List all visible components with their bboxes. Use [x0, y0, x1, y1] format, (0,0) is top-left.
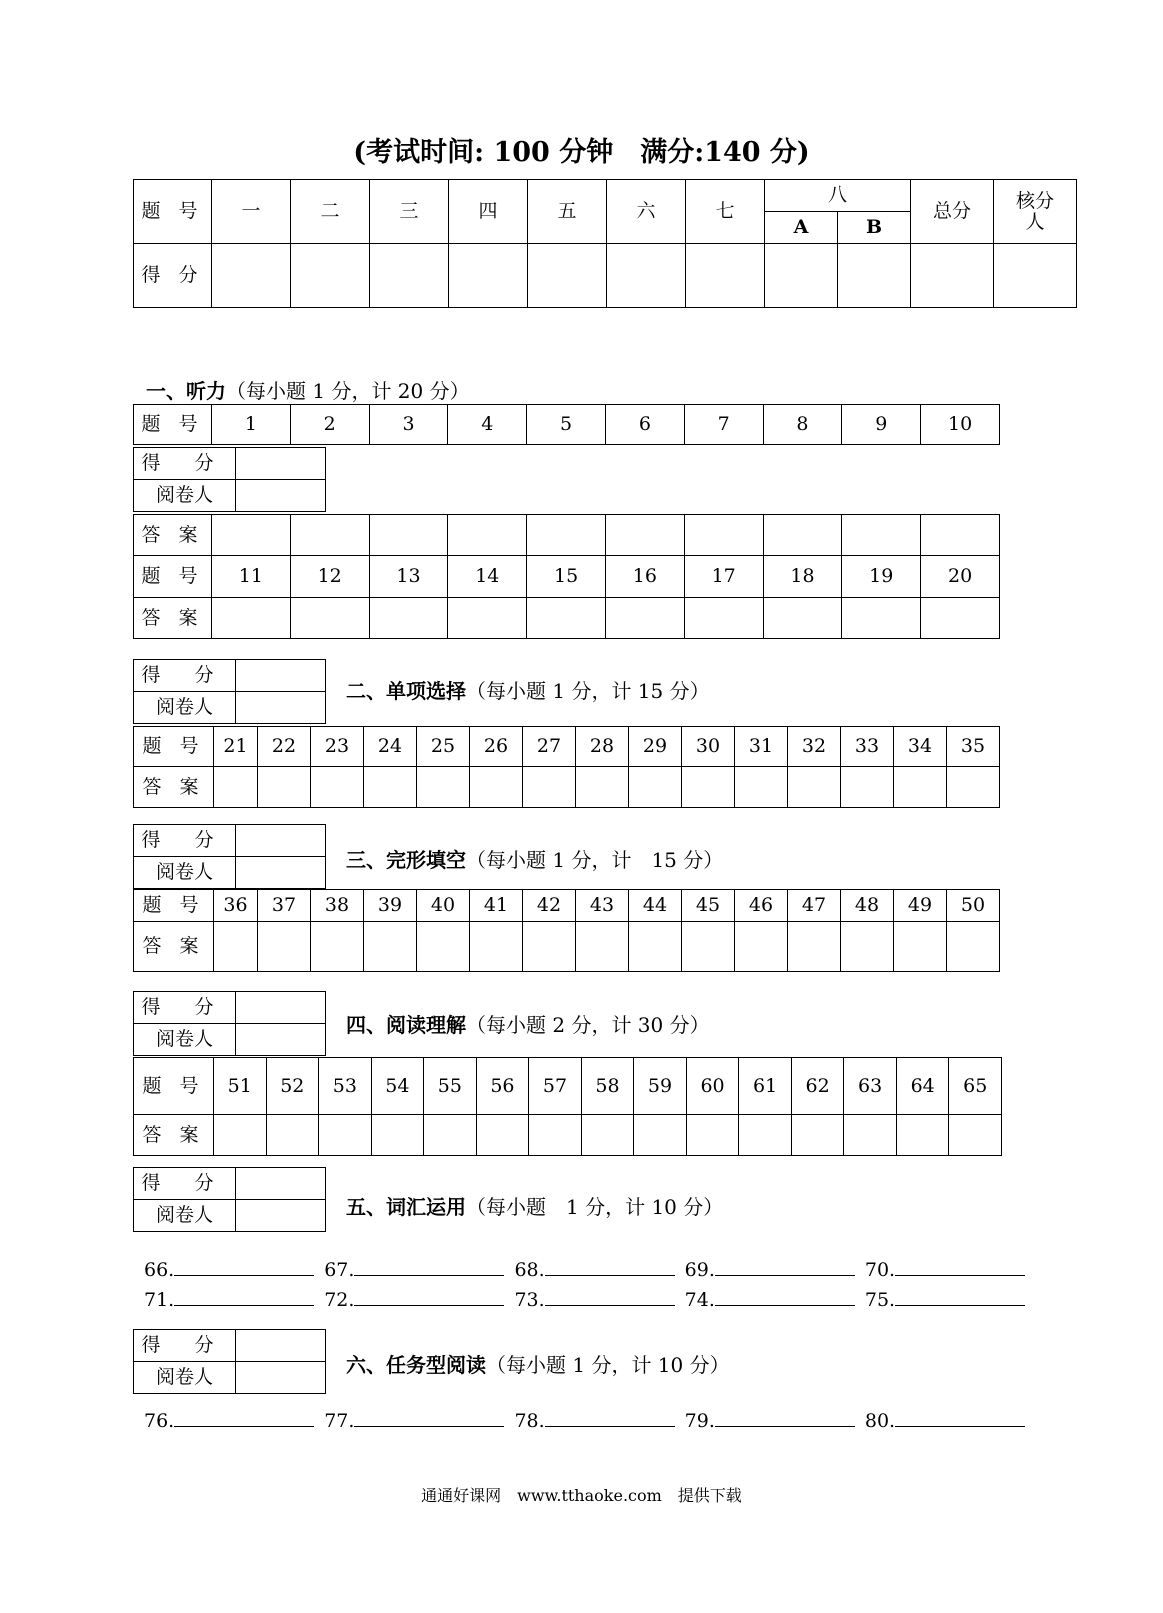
blank-number: 70. [864, 1259, 896, 1281]
section-1-label: 一、听力 [146, 379, 226, 403]
question-number: 17 [684, 556, 763, 598]
blank-number: 74. [684, 1289, 715, 1311]
footer-credit: 通通好课网 www.tthaoke.com 提供下载 [421, 1486, 742, 1505]
answer-cell[interactable] [371, 1115, 424, 1156]
answer-cell[interactable] [629, 922, 682, 972]
section-4-answer-table [133, 1057, 1002, 1156]
answer-cell[interactable] [212, 598, 291, 639]
question-number: 20 [921, 556, 1000, 598]
section-2-label: 二、单项选择 [346, 679, 466, 703]
section-2-note: （每小题 1 分，计 15 分） [466, 679, 710, 703]
score-cell[interactable] [236, 992, 326, 1024]
answer-blank[interactable] [715, 1257, 855, 1276]
answer-blank[interactable] [354, 1287, 504, 1306]
grader-cell[interactable] [236, 692, 326, 724]
answer-cell[interactable] [266, 1115, 319, 1156]
answer-cell[interactable] [842, 598, 921, 639]
answer-cell[interactable] [947, 767, 1000, 808]
answer-blank[interactable] [545, 1408, 675, 1427]
answer-cell[interactable] [576, 767, 629, 808]
question-number: 2 [290, 405, 369, 445]
answer-cell[interactable] [605, 515, 684, 556]
answer-blank[interactable] [715, 1287, 855, 1306]
score-label: 得 分 [134, 825, 236, 857]
question-number: 28 [576, 727, 629, 767]
answer-cell[interactable] [212, 515, 291, 556]
section-2-grader-box [133, 659, 326, 724]
answer-cell[interactable] [214, 767, 258, 808]
question-number: 56 [476, 1058, 529, 1115]
score-cell[interactable] [911, 244, 994, 308]
answer-blank[interactable] [715, 1408, 855, 1427]
question-number: 11 [212, 556, 291, 598]
answer-cell[interactable] [470, 767, 523, 808]
answer-cell[interactable] [763, 598, 842, 639]
answer-cell[interactable] [311, 767, 364, 808]
score-cell[interactable] [236, 1330, 326, 1362]
answer-cell[interactable] [364, 767, 417, 808]
score-cell[interactable] [370, 244, 449, 308]
question-number: 38 [311, 890, 364, 922]
summary-col-eight-a: A [765, 212, 838, 244]
answer-blank[interactable] [354, 1408, 504, 1427]
qnum-label: 题 号 [134, 727, 214, 767]
blank-number: 68. [514, 1259, 545, 1281]
section-1-grader-box [133, 447, 326, 512]
section-5-grader-box [133, 1167, 326, 1232]
grader-cell[interactable] [236, 1200, 326, 1232]
answer-cell[interactable] [634, 1115, 687, 1156]
answer-cell[interactable] [788, 922, 841, 972]
score-label: 得 分 [134, 1330, 236, 1362]
score-cell[interactable] [765, 244, 838, 308]
answer-cell[interactable] [424, 1115, 477, 1156]
score-cell[interactable] [212, 244, 291, 308]
summary-col: 一 [212, 180, 291, 244]
blank-item [324, 1257, 504, 1281]
answer-cell[interactable] [921, 598, 1000, 639]
answer-cell[interactable] [605, 598, 684, 639]
answer-cell[interactable] [735, 767, 788, 808]
question-number: 46 [735, 890, 788, 922]
answer-cell[interactable] [214, 1115, 267, 1156]
summary-col-eight-b: B [838, 212, 911, 244]
blank-item [514, 1408, 674, 1432]
summary-col: 五 [528, 180, 607, 244]
answer-cell[interactable] [290, 515, 369, 556]
question-number: 19 [842, 556, 921, 598]
question-number: 12 [290, 556, 369, 598]
question-number: 9 [842, 405, 921, 445]
question-number: 63 [844, 1058, 897, 1115]
section-2-answer-table [133, 726, 1000, 808]
blank-item [144, 1257, 314, 1281]
section-6-heading [346, 1349, 730, 1378]
blank-item [685, 1408, 855, 1432]
question-number: 3 [369, 405, 448, 445]
blank-item [324, 1408, 504, 1432]
question-number: 64 [896, 1058, 949, 1115]
blank-item [144, 1408, 314, 1432]
section-4-note: （每小题 2 分，计 30 分） [466, 1013, 710, 1037]
section-3-heading [346, 844, 723, 873]
answer-cell[interactable] [319, 1115, 372, 1156]
question-number: 7 [684, 405, 763, 445]
blank-item [514, 1257, 674, 1281]
question-number: 50 [947, 890, 1000, 922]
answer-cell[interactable] [788, 767, 841, 808]
question-number: 47 [788, 890, 841, 922]
section-5-heading [346, 1191, 723, 1220]
answer-cell[interactable] [763, 515, 842, 556]
question-number: 14 [448, 556, 527, 598]
score-cell[interactable] [291, 244, 370, 308]
question-number: 36 [214, 890, 258, 922]
answer-cell[interactable] [527, 515, 606, 556]
grader-cell[interactable] [236, 857, 326, 889]
answer-cell[interactable] [470, 922, 523, 972]
score-cell[interactable] [236, 825, 326, 857]
blank-item [324, 1287, 504, 1311]
answer-cell[interactable] [417, 767, 470, 808]
blank-number: 77. [324, 1410, 355, 1432]
grader-label: 阅卷人 [134, 1362, 236, 1394]
blank-item [865, 1257, 1025, 1281]
section-5-note: （每小题 1 分，计 10 分） [466, 1195, 724, 1219]
question-number: 53 [319, 1058, 372, 1115]
section-1-number-row [133, 404, 1000, 445]
section-2-heading [346, 675, 710, 704]
answer-blank[interactable] [174, 1408, 314, 1427]
summary-col: 六 [607, 180, 686, 244]
question-number: 31 [735, 727, 788, 767]
question-number: 1 [212, 405, 291, 445]
answer-cell[interactable] [735, 922, 788, 972]
blank-item [685, 1257, 855, 1281]
question-number: 54 [371, 1058, 424, 1115]
question-number: 59 [634, 1058, 687, 1115]
answer-cell[interactable] [523, 767, 576, 808]
question-number: 41 [470, 890, 523, 922]
answer-cell[interactable] [949, 1115, 1002, 1156]
exam-title: (考试时间: 100 分钟 满分:140 分) [353, 137, 810, 168]
question-number: 49 [894, 890, 947, 922]
answer-cell[interactable] [921, 515, 1000, 556]
blank-number: 67. [324, 1259, 355, 1281]
score-label: 得 分 [134, 660, 236, 692]
answer-cell[interactable] [841, 922, 894, 972]
score-cell[interactable] [236, 448, 326, 480]
section-4-heading [346, 1009, 710, 1038]
answer-blank[interactable] [895, 1257, 1025, 1276]
answer-blank[interactable] [174, 1257, 314, 1276]
blank-number: 78. [514, 1410, 545, 1432]
score-cell[interactable] [994, 244, 1077, 308]
answer-cell[interactable] [739, 1115, 792, 1156]
question-number: 8 [763, 405, 842, 445]
summary-col: 七 [686, 180, 765, 244]
answer-label: 答 案 [134, 515, 212, 556]
section-6-blank-row-1 [144, 1408, 1025, 1432]
blank-number: 73. [514, 1289, 545, 1311]
question-number: 35 [947, 727, 1000, 767]
section-3-label: 三、完形填空 [346, 848, 466, 872]
answer-cell[interactable] [527, 598, 606, 639]
answer-cell[interactable] [448, 598, 527, 639]
answer-cell[interactable] [894, 767, 947, 808]
section-6-label: 六、任务型阅读 [346, 1353, 486, 1377]
summary-col: 二 [291, 180, 370, 244]
answer-cell[interactable] [576, 922, 629, 972]
summary-checker-label: 核分人 [994, 180, 1077, 244]
score-cell[interactable] [236, 1168, 326, 1200]
section-1-heading [146, 375, 470, 404]
question-number: 65 [949, 1058, 1002, 1115]
section-6-grader-box [133, 1329, 326, 1394]
section-5-label: 五、词汇运用 [346, 1195, 466, 1219]
answer-label: 答 案 [134, 767, 214, 808]
answer-cell[interactable] [258, 922, 311, 972]
score-label: 得 分 [134, 448, 236, 480]
answer-blank[interactable] [545, 1287, 675, 1306]
answer-cell[interactable] [791, 1115, 844, 1156]
question-number: 24 [364, 727, 417, 767]
score-label: 得 分 [134, 992, 236, 1024]
answer-label: 答 案 [134, 1115, 214, 1156]
section-1-answer-table [133, 514, 1000, 639]
answer-cell[interactable] [581, 1115, 634, 1156]
qnum-label: 题 号 [134, 556, 212, 598]
question-number: 21 [214, 727, 258, 767]
summary-col: 三 [370, 180, 449, 244]
question-number: 61 [739, 1058, 792, 1115]
summary-total-label: 总分 [911, 180, 994, 244]
answer-cell[interactable] [896, 1115, 949, 1156]
question-number: 6 [605, 405, 684, 445]
question-number: 23 [311, 727, 364, 767]
answer-cell[interactable] [947, 922, 1000, 972]
question-number: 40 [417, 890, 470, 922]
question-number: 52 [266, 1058, 319, 1115]
blank-item [685, 1287, 855, 1311]
answer-cell[interactable] [417, 922, 470, 972]
blank-number: 72. [324, 1289, 355, 1311]
grader-cell[interactable] [236, 1024, 326, 1056]
question-number: 51 [214, 1058, 267, 1115]
question-number: 5 [527, 405, 606, 445]
answer-label: 答 案 [134, 598, 212, 639]
question-number: 55 [424, 1058, 477, 1115]
summary-score-table [133, 179, 1077, 308]
qnum-label: 题 号 [134, 1058, 214, 1115]
answer-cell[interactable] [629, 767, 682, 808]
score-cell[interactable] [528, 244, 607, 308]
question-number: 13 [369, 556, 448, 598]
answer-cell[interactable] [258, 767, 311, 808]
answer-cell[interactable] [684, 515, 763, 556]
answer-cell[interactable] [369, 515, 448, 556]
blank-number: 76. [144, 1410, 175, 1432]
answer-cell[interactable] [844, 1115, 897, 1156]
section-1-note: （每小题 1 分，计 20 分） [226, 379, 470, 403]
summary-header-label: 题 号 [134, 180, 212, 244]
blank-item [144, 1287, 314, 1311]
section-3-answer-table [133, 889, 1000, 972]
answer-cell[interactable] [841, 767, 894, 808]
section-5-blank-row-2 [144, 1287, 1025, 1311]
question-number: 57 [529, 1058, 582, 1115]
question-number: 33 [841, 727, 894, 767]
answer-cell[interactable] [523, 922, 576, 972]
blank-item [514, 1287, 674, 1311]
question-number: 22 [258, 727, 311, 767]
question-number: 15 [527, 556, 606, 598]
answer-cell[interactable] [214, 922, 258, 972]
question-number: 29 [629, 727, 682, 767]
question-number: 16 [605, 556, 684, 598]
score-cell[interactable] [236, 660, 326, 692]
answer-blank[interactable] [174, 1287, 314, 1306]
question-number: 30 [682, 727, 735, 767]
blank-item [865, 1408, 1025, 1432]
question-number: 39 [364, 890, 417, 922]
section-4-grader-box [133, 991, 326, 1056]
section-3-grader-box [133, 824, 326, 889]
score-cell[interactable] [607, 244, 686, 308]
answer-cell[interactable] [682, 767, 735, 808]
answer-label: 答 案 [134, 922, 214, 972]
summary-col-eight: 八 [765, 180, 911, 212]
blank-number: 79. [684, 1410, 715, 1432]
question-number: 44 [629, 890, 682, 922]
question-number: 43 [576, 890, 629, 922]
question-number: 27 [523, 727, 576, 767]
grader-label: 阅卷人 [134, 692, 236, 724]
question-number: 58 [581, 1058, 634, 1115]
summary-col: 四 [449, 180, 528, 244]
grader-label: 阅卷人 [134, 480, 236, 512]
question-number: 42 [523, 890, 576, 922]
answer-cell[interactable] [682, 922, 735, 972]
answer-cell[interactable] [686, 1115, 739, 1156]
section-6-note: （每小题 1 分，计 10 分） [486, 1353, 730, 1377]
answer-cell[interactable] [842, 515, 921, 556]
summary-score-label: 得 分 [134, 244, 212, 308]
answer-cell[interactable] [364, 922, 417, 972]
answer-blank[interactable] [545, 1257, 675, 1276]
answer-blank[interactable] [895, 1408, 1025, 1427]
answer-cell[interactable] [311, 922, 364, 972]
grader-label: 阅卷人 [134, 1024, 236, 1056]
question-number: 37 [258, 890, 311, 922]
blank-number: 66. [144, 1259, 175, 1281]
qnum-label: 题 号 [134, 890, 214, 922]
question-number: 4 [448, 405, 527, 445]
question-number: 60 [686, 1058, 739, 1115]
section-5-blank-row-1 [144, 1257, 1025, 1281]
answer-cell[interactable] [290, 598, 369, 639]
answer-cell[interactable] [894, 922, 947, 972]
blank-number: 71. [144, 1289, 175, 1311]
answer-cell[interactable] [684, 598, 763, 639]
answer-cell[interactable] [369, 598, 448, 639]
qnum-label: 题 号 [134, 405, 212, 445]
blank-number: 80. [864, 1410, 896, 1432]
score-cell[interactable] [686, 244, 765, 308]
grader-cell[interactable] [236, 1362, 326, 1394]
answer-cell[interactable] [448, 515, 527, 556]
question-number: 34 [894, 727, 947, 767]
question-number: 25 [417, 727, 470, 767]
question-number: 18 [763, 556, 842, 598]
question-number: 26 [470, 727, 523, 767]
grader-cell[interactable] [236, 480, 326, 512]
grader-label: 阅卷人 [134, 857, 236, 889]
answer-cell[interactable] [476, 1115, 529, 1156]
section-4-label: 四、阅读理解 [346, 1013, 466, 1037]
question-number: 48 [841, 890, 894, 922]
blank-item [865, 1287, 1025, 1311]
question-number: 62 [791, 1058, 844, 1115]
blank-number: 75. [864, 1289, 896, 1311]
question-number: 32 [788, 727, 841, 767]
grader-label: 阅卷人 [134, 1200, 236, 1232]
question-number: 45 [682, 890, 735, 922]
answer-blank[interactable] [895, 1287, 1025, 1306]
score-label: 得 分 [134, 1168, 236, 1200]
score-cell[interactable] [449, 244, 528, 308]
score-cell[interactable] [838, 244, 911, 308]
section-3-note: （每小题 1 分，计 15 分） [466, 848, 724, 872]
blank-number: 69. [684, 1259, 715, 1281]
answer-blank[interactable] [354, 1257, 504, 1276]
answer-cell[interactable] [529, 1115, 582, 1156]
question-number: 10 [921, 405, 1000, 445]
